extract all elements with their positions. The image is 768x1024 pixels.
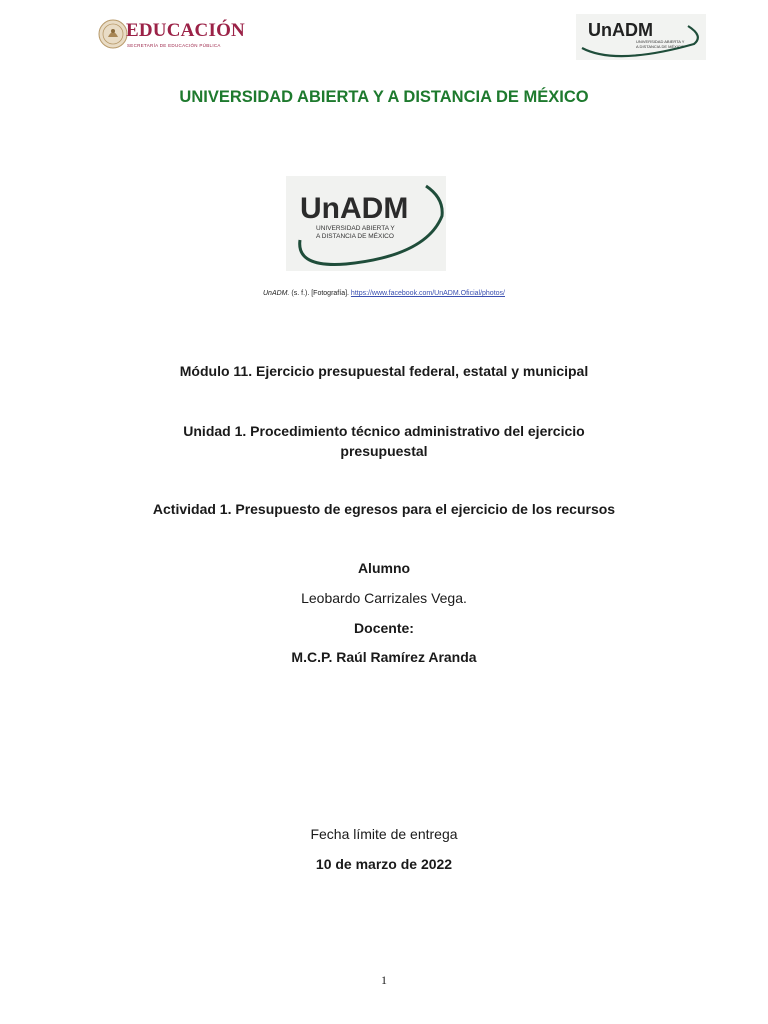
teacher-name: M.C.P. Raúl Ramírez Aranda: [291, 649, 477, 665]
unadm-logo-large-text: UnADM: [300, 192, 409, 225]
unadm-logo-large: [286, 176, 446, 271]
unadm-logo-small: [576, 14, 706, 60]
student-name: Leobardo Carrizales Vega.: [301, 590, 467, 606]
teacher-label: Docente:: [354, 620, 414, 636]
activity-title: Actividad 1. Presupuesto de egresos para el ejercicio de los recursos: [152, 501, 616, 517]
unadm-logo-large-sub2: A DISTANCIA DE MÉXICO: [316, 233, 394, 240]
deadline-label: Fecha límite de entrega: [310, 826, 458, 842]
unadm-logo-small-sub1: UNIVERSIDAD ABIERTA Y: [636, 39, 685, 44]
coat-of-arms-icon: [98, 19, 128, 49]
module-title: Módulo 11. Ejercicio presupuestal federal, estatal y municipal: [179, 363, 589, 379]
unit-title-line1: Unidad 1. Procedimiento técnico administrativo del ejercicio: [183, 423, 585, 439]
student-label: Alumno: [357, 560, 411, 576]
unadm-logo-large-sub1: UNIVERSIDAD ABIERTA Y: [316, 225, 395, 232]
unit-title-line2: presupuestal: [340, 443, 428, 459]
deadline-date: 10 de marzo de 2022: [315, 856, 453, 872]
sep-subtitle: SECRETARÍA DE EDUCACIÓN PÚBLICA: [127, 43, 221, 48]
sep-title: EDUCACIÓN: [126, 20, 245, 41]
institution-title: UNIVERSIDAD ABIERTA Y A DISTANCIA DE MÉXICO: [179, 88, 589, 106]
caption-link[interactable]: https://www.facebook.com/UnADM.Oficial/photos/: [350, 290, 505, 297]
unit-title: [0, 421, 768, 461]
sep-logo: [96, 16, 246, 54]
unadm-logo-small-text: UnADM: [588, 20, 653, 40]
page-number: 1: [381, 973, 387, 987]
unadm-logo-small-sub2: A DISTANCIA DE MÉXICO: [636, 44, 684, 49]
image-caption: [0, 290, 768, 297]
caption-details: (s. f.). [Fotografía].: [289, 290, 351, 297]
caption-source: UnADM.: [263, 290, 290, 297]
